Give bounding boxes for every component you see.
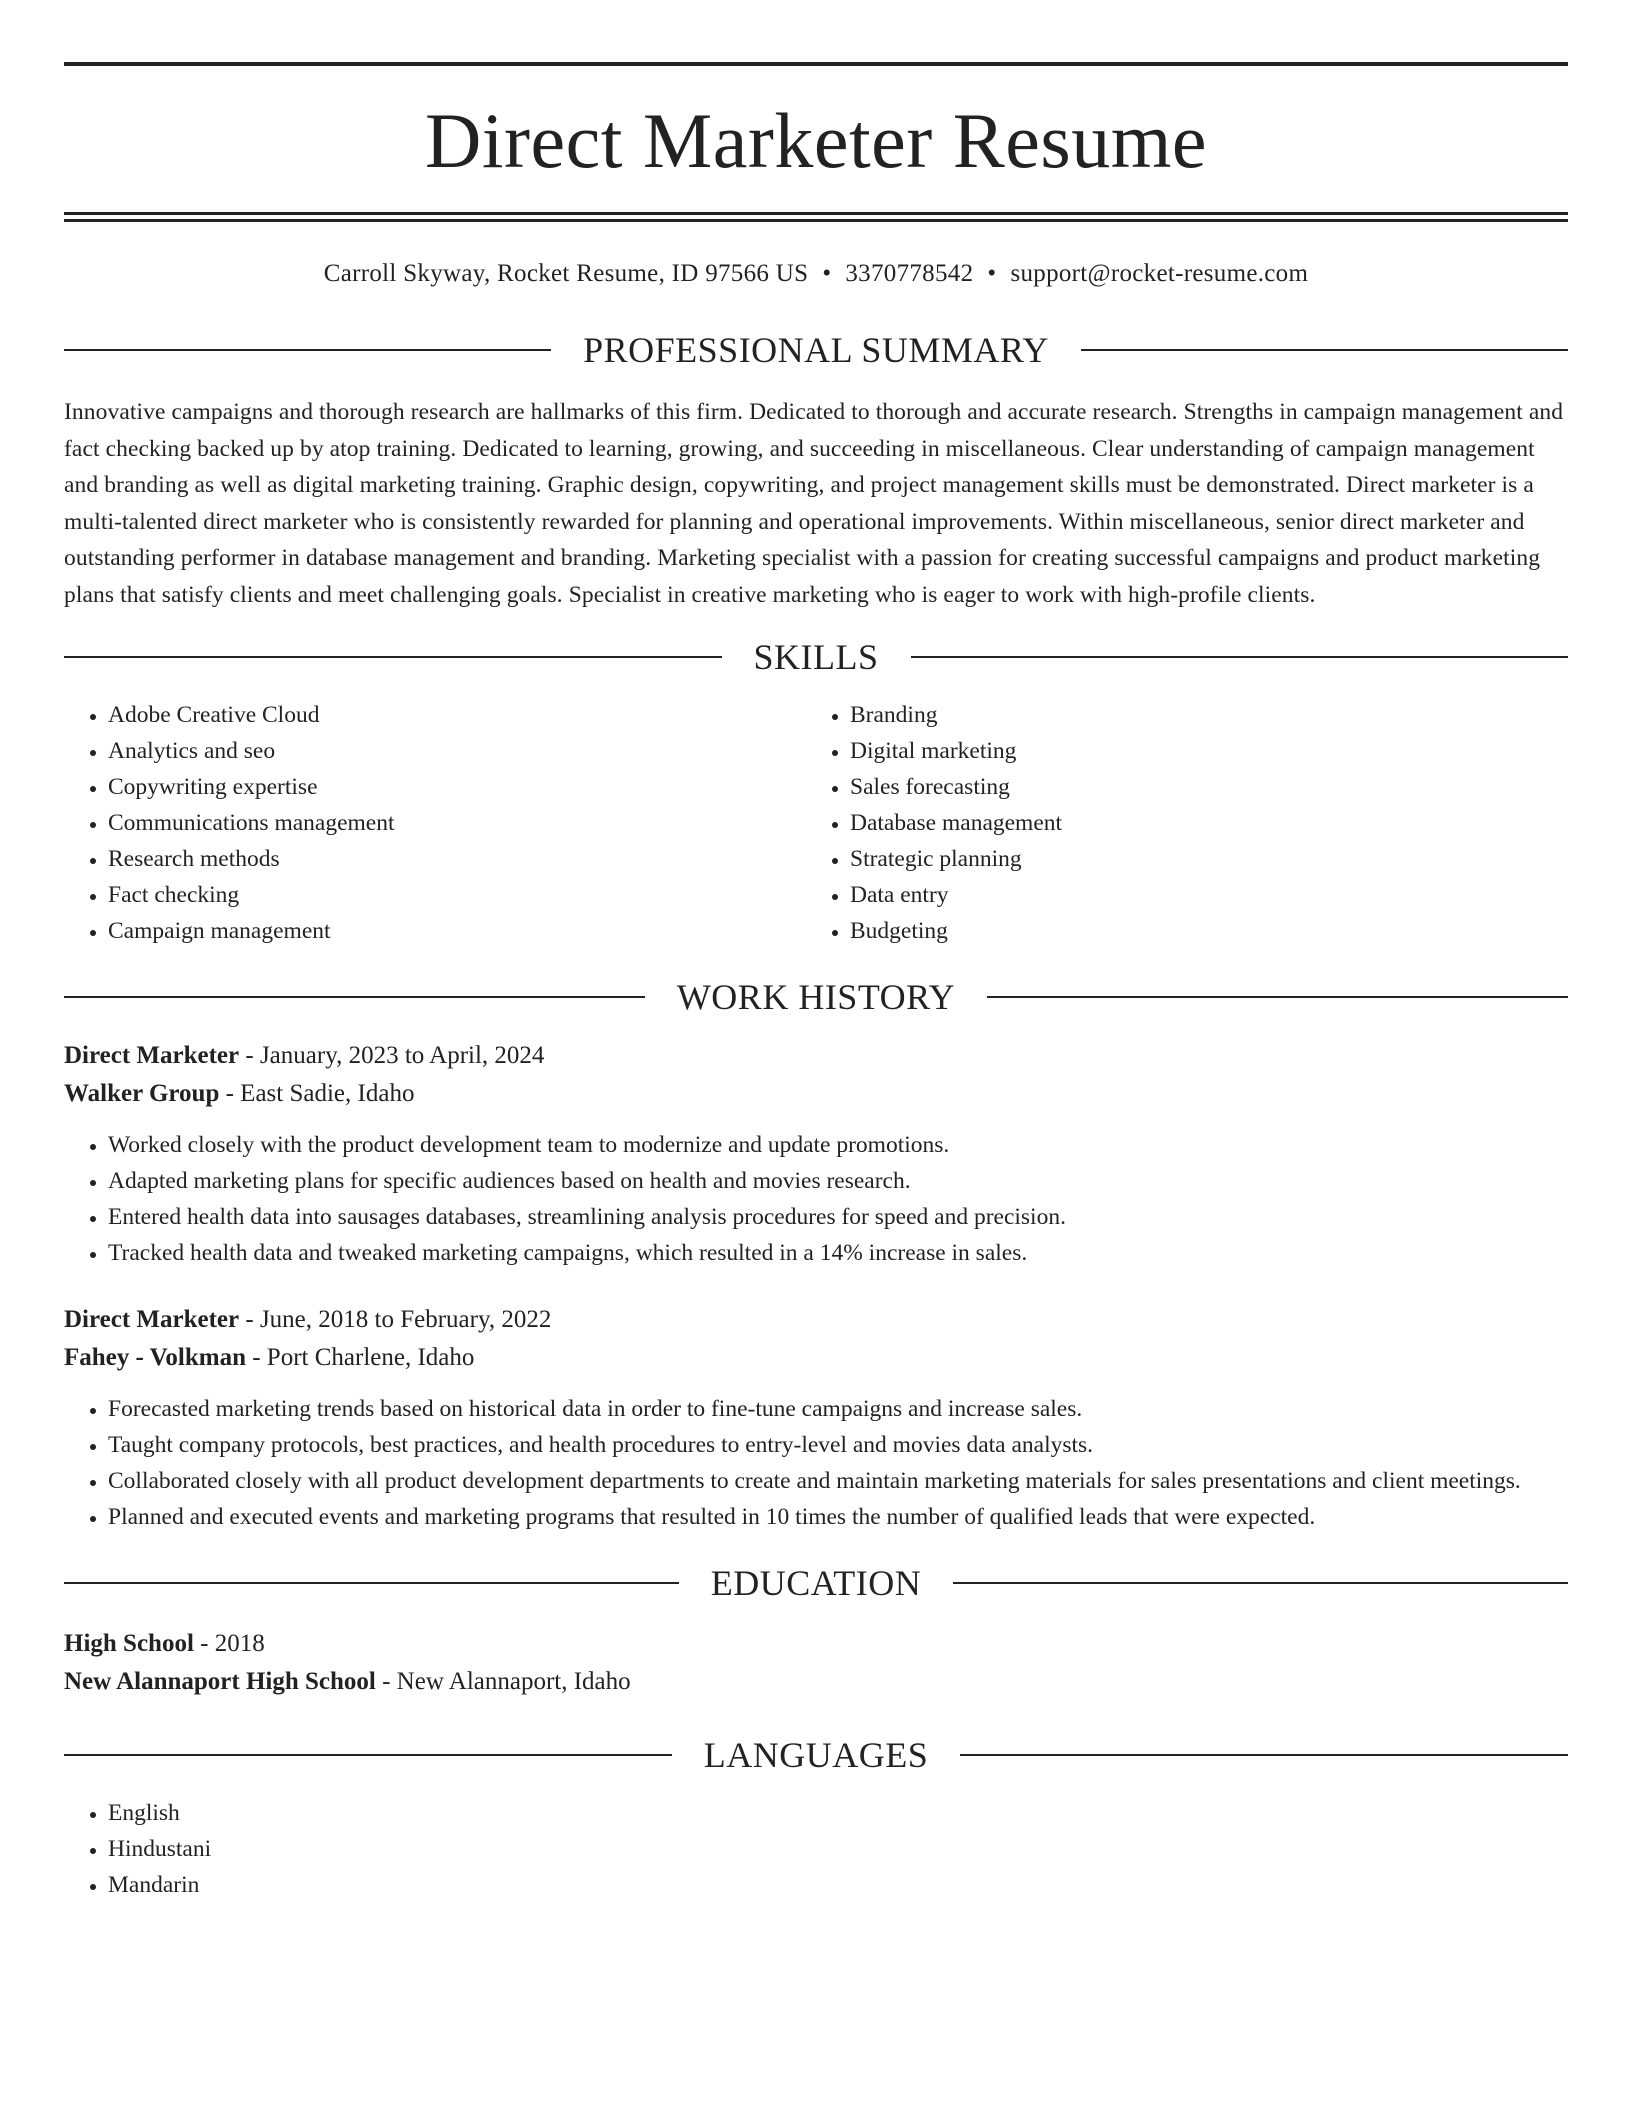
job-bullets <box>64 1391 1568 1535</box>
skill-item: • Analytics and seo <box>108 733 806 769</box>
job-company: Walker Group <box>64 1080 220 1107</box>
job-bullet: • Worked closely with the product development team to modernize and update promotions. <box>108 1127 1568 1163</box>
section-title: EDUCATION <box>710 1563 922 1603</box>
skill-item: • Communications management <box>108 805 806 841</box>
section-rule <box>64 996 645 998</box>
language-item: • Mandarin <box>108 1867 1568 1903</box>
skill-item: • Budgeting <box>850 913 1548 949</box>
top-rule <box>64 62 1568 66</box>
contact-phone: 3370778542 <box>845 260 974 287</box>
section-title: PROFESSIONAL SUMMARY <box>583 330 1049 370</box>
skill-item: • Fact checking <box>108 877 806 913</box>
section-title: SKILLS <box>753 637 879 677</box>
education-entry <box>64 1625 1568 1701</box>
job-dates: - June, 2018 to February, 2022 <box>239 1306 552 1333</box>
contact-separator: • <box>987 260 997 287</box>
job-bullet: • Planned and executed events and marketing programs that resulted in 10 times the number of qualified leads that were expected. <box>108 1499 1568 1535</box>
skills-list <box>64 697 1568 949</box>
language-item: • English <box>108 1795 1568 1831</box>
job-bullet: • Forecasted marketing trends based on historical data in order to fine-tune campaigns and increase sales. <box>108 1391 1568 1427</box>
contact-line <box>64 260 1568 288</box>
job-bullet: • Tracked health data and tweaked marketing campaigns, which resulted in a 14% increase in sales. <box>108 1235 1568 1271</box>
summary-text: Innovative campaigns and thorough research are hallmarks of this firm. Dedicated to thorough and accurate research. Strengths in campaign management and fact checking backed up by atop training. Dedicated to learning, growing, and succeeding in miscellaneous. Clear understanding of campaign management and branding as well as digital marketing training. Graphic design, copywriting, and project management skills must be demonstrated. Direct marketer is a multi-talented direct marketer who is consistently rewarded for planning and operational improvements. Within miscellaneous, senior direct marketer and outstanding performer in database management and branding. Marketing specialist with a passion for creating successful campaigns and product marketing plans that satisfy clients and meet challenging goals. Specialist in creative marketing who is eager to work with high-profile clients. <box>64 399 1564 608</box>
education-school: New Alannaport High School <box>64 1668 376 1695</box>
education-year: - 2018 <box>193 1630 265 1657</box>
section-rule <box>64 656 722 658</box>
skill-item: • Data entry <box>850 877 1548 913</box>
job-title: Direct Marketer <box>64 1042 240 1069</box>
job-entry <box>64 1037 1568 1271</box>
skills-column-left <box>64 697 806 949</box>
skill-item: • Copywriting expertise <box>108 769 806 805</box>
section-heading-skills <box>64 639 1568 675</box>
skill-item: • Research methods <box>108 841 806 877</box>
education-degree-line <box>64 1625 1568 1663</box>
contact-separator: • <box>822 260 832 287</box>
skill-item: • Strategic planning <box>850 841 1548 877</box>
skills-column-right <box>806 697 1548 949</box>
education-degree: High School <box>64 1630 194 1657</box>
job-company-line <box>64 1339 1568 1377</box>
job-company: Fahey - Volkman <box>64 1344 246 1371</box>
language-item: • Hindustani <box>108 1831 1568 1867</box>
job-bullet: • Entered health data into sausages databases, streamlining analysis procedures for speed and precision. <box>108 1199 1568 1235</box>
job-bullet: • Adapted marketing plans for specific audiences based on health and movies research. <box>108 1163 1568 1199</box>
job-bullets <box>64 1127 1568 1271</box>
section-rule <box>953 1582 1568 1584</box>
section-rule <box>1081 349 1568 351</box>
skill-item: • Campaign management <box>108 913 806 949</box>
job-dates: - January, 2023 to April, 2024 <box>239 1042 545 1069</box>
skill-item: • Branding <box>850 697 1548 733</box>
education-school-line <box>64 1663 1568 1701</box>
section-rule <box>64 1754 672 1756</box>
job-entry <box>64 1301 1568 1535</box>
job-location: - East Sadie, Idaho <box>219 1080 415 1107</box>
job-title-line <box>64 1037 1568 1075</box>
section-rule <box>64 1582 679 1584</box>
skill-item: • Database management <box>850 805 1548 841</box>
job-company-line <box>64 1075 1568 1113</box>
job-title-line <box>64 1301 1568 1339</box>
section-heading-education <box>64 1565 1568 1601</box>
job-bullet: • Taught company protocols, best practices, and health procedures to entry-level and movies data analysts. <box>108 1427 1568 1463</box>
section-rule <box>64 349 551 351</box>
job-title: Direct Marketer <box>64 1306 240 1333</box>
skill-item: • Adobe Creative Cloud <box>108 697 806 733</box>
title-double-rule <box>64 212 1568 222</box>
job-bullet: • Collaborated closely with all product development departments to create and maintain marketing materials for sales presentations and client meetings. <box>108 1463 1568 1499</box>
section-title: WORK HISTORY <box>676 977 956 1017</box>
section-heading-work-history <box>64 979 1568 1015</box>
section-rule <box>987 996 1568 998</box>
languages-list <box>64 1795 1568 1903</box>
section-heading-summary <box>64 332 1568 368</box>
contact-email: support@rocket-resume.com <box>1010 260 1309 287</box>
section-heading-languages <box>64 1737 1568 1773</box>
section-rule <box>960 1754 1568 1756</box>
section-rule <box>911 656 1569 658</box>
resume-title: Direct Marketer Resume <box>424 97 1207 184</box>
skill-item: • Sales forecasting <box>850 769 1548 805</box>
skill-item: • Digital marketing <box>850 733 1548 769</box>
education-location: - New Alannaport, Idaho <box>375 1668 631 1695</box>
job-location: - Port Charlene, Idaho <box>245 1344 475 1371</box>
section-title: LANGUAGES <box>703 1735 929 1775</box>
contact-address: Carroll Skyway, Rocket Resume, ID 97566 US <box>323 260 809 287</box>
